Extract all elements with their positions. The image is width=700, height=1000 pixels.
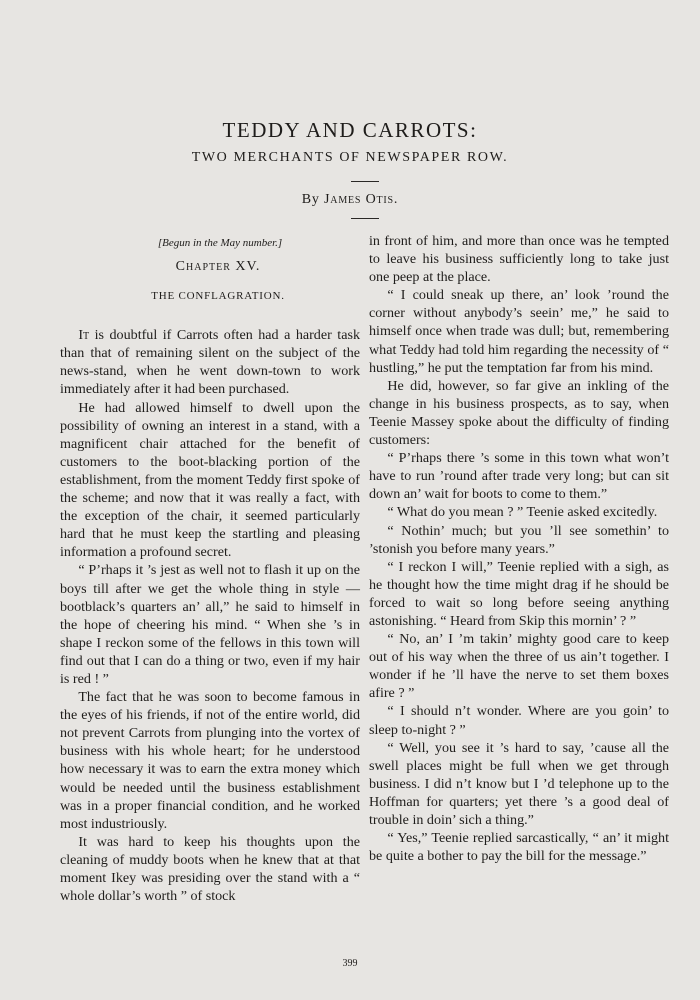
paragraph: “ P’rhaps there ’s some in this town what won’t have to run ’round after trade very long; but can sit down an’ wait for boots to come to them.” — [369, 450, 669, 503]
story-title: TEDDY AND CARROTS: — [222, 118, 478, 142]
paragraph: “ I could sneak up there, an’ look ’round the corner without anybody’s seein’ me,” he said to himself once when trade was dull; but, remembering what Teddy had told him regarding the necessity of “ hustling,” he put the temptation far from his mind. — [369, 287, 669, 376]
byline-divider — [351, 218, 379, 219]
chapter-heading: Chapter XV. — [175, 259, 261, 274]
title-divider — [351, 181, 379, 182]
opening-paragraph — [60, 326, 360, 398]
paragraph: “ I should n’t wonder. Where are you goin’ to sleep to-night ? ” — [369, 703, 669, 738]
byline-author: James Otis. — [324, 192, 399, 207]
paragraph: “ Yes,” Teenie replied sarcastically, “ an’ it might be quite a bother to pay the bill for the message.” — [369, 830, 669, 865]
paragraph: It was hard to keep his thoughts upon the cleaning of muddy boots when he knew that at that moment Ikey was presiding over the stand with a “ whole dollar’s worth ” of stock — [60, 833, 360, 905]
byline — [0, 192, 700, 208]
paragraph: “ Nothin’ much; but you ’ll see somethin’ to ’stonish you before many years.” — [369, 522, 669, 557]
opening-word: It — [78, 327, 90, 344]
paragraph: “ No, an’ I ’m takin’ mighty good care to keep out of his way when the three of us ain’t together. I wonder if he ’ll have the nerve to set them boxes afire ? ” — [369, 631, 669, 702]
opening-paragraph-text: is doubtful if Carrots often had a harder task than that of remaining silent on the subject of the news-stand, when he went down-town to work immediately after it had been purchased. — [60, 327, 360, 398]
page-number: 399 — [342, 958, 358, 969]
section-title: THE CONFLAGRATION. — [151, 290, 285, 303]
begun-note: [Begun in the May number.] — [157, 237, 283, 249]
byline-by: By — [301, 192, 320, 207]
left-column — [60, 232, 360, 905]
continued-paragraph: in front of him, and more than once was he tempted to leave his business sufficiently long to take just one peep at the place. — [369, 233, 669, 286]
paragraph: He had allowed himself to dwell upon the possibility of owning an interest in a stand, with a magnificent chair attached for the benefit of customers to the boot-blacking portion of the establishment, from the moment Teddy first spoke of the scheme; and now that it was really a fact, with the exception of the chair, it seemed particularly hard that he must keep the startling and pleasing information a profound secret. — [60, 399, 360, 561]
paragraph: “ P’rhaps it ’s jest as well not to flash it up on the boys till after we get the whole thing in style — bootblack’s quarters an’ all,” he said to himself in the hope of cheering his mind. “ When she ’s in shape I reckon some of the fellows in this town will find out that I can do a thing or two, even if my hair is red ! ” — [60, 562, 360, 687]
paragraph: The fact that he was soon to become famous in the eyes of his friends, if not of the entire world, did not prevent Carrots from plunging into the vortex of business with his whole heart; for he understood how necessary it was to earn the extra money which would be needed until the business establishment was in a proper financial condition, and he worked most industriously. — [60, 689, 360, 832]
story-subtitle: TWO MERCHANTS OF NEWSPAPER ROW. — [191, 150, 509, 165]
right-column — [369, 232, 669, 865]
paragraph: “ I reckon I will,” Teenie replied with a sigh, as he thought how the time might drag if he should be forced to wait so long before seeing anything astonishing. “ Heard from Skip this mornin’ ? ” — [369, 558, 669, 629]
paragraph: “ What do you mean ? ” Teenie asked excitedly. — [387, 504, 658, 521]
paragraph: “ Well, you see it ’s hard to say, ’cause all the swell places might be full when we get through business. I did n’t know but I ’d telephone up to the Hoffman for quarters; yet there ’s a good deal of trouble in doin’ sich a thing.” — [369, 739, 669, 828]
paragraph: He did, however, so far give an inkling of the change in his business prospects, as to say, when Teenie Massey spoke about the difficulty of finding customers: — [369, 377, 669, 449]
